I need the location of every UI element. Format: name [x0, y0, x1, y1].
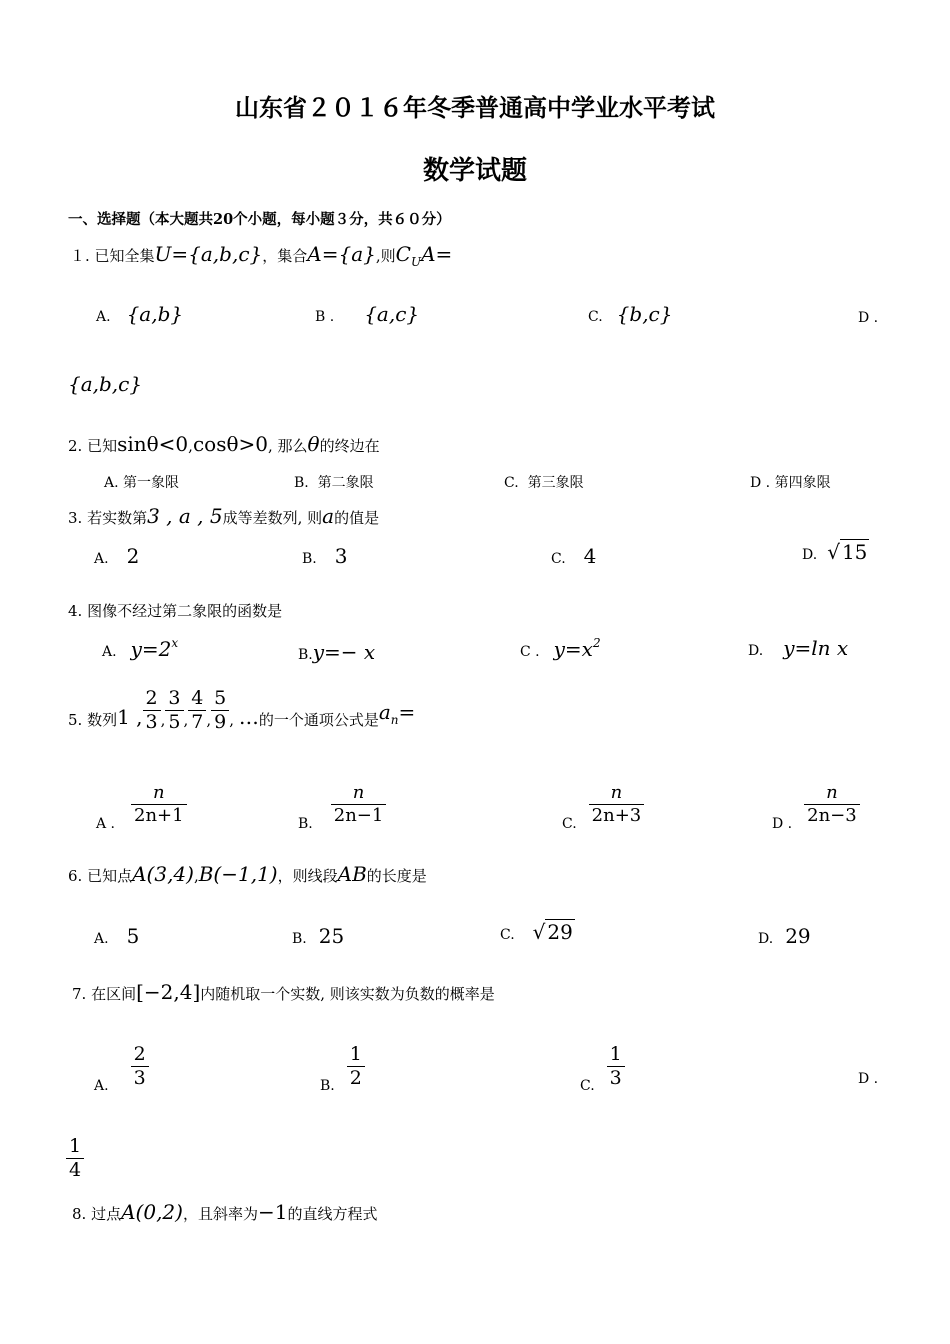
q5-option-b: B. $\frac{n}{2n-1}$ — [298, 776, 386, 832]
q4-option-c: C . $y=x^2$ — [520, 636, 601, 661]
q3-option-b: B. 3 — [302, 544, 348, 568]
q8-point: A(0,2) — [121, 1200, 183, 1224]
section-header: 一、选择题（本大题共20个小题，每小题３分，共６０分） — [68, 211, 451, 228]
q2-cond-sin: sinθ<0 — [117, 432, 189, 456]
q1-option-a: A. {a,b} — [96, 302, 184, 326]
q1-set-u: U={a,b,c} — [154, 242, 263, 266]
q6-option-d: D. 29 — [758, 924, 811, 948]
question-3: 3. 若实数第3 , a , 5成等差数列, 则a的值是 — [68, 504, 380, 528]
q2-option-a: A. 第一象限 — [104, 475, 180, 491]
q1-set-a: A={a} — [307, 242, 376, 266]
q7-interval: [−2,4] — [136, 980, 201, 1004]
q3-option-d: D. √ 15 — [802, 540, 868, 564]
q6-point-b: B(−1,1) — [198, 862, 278, 886]
q5-an: $a_n=$ — [378, 699, 416, 727]
q5-option-c: C. $\frac{n}{2n+3}$ — [562, 776, 644, 832]
q6-option-c: C. √ 29 — [500, 920, 573, 944]
question-1 — [70, 242, 452, 269]
q7-option-b: B. $\frac{1}{2}$ — [320, 1038, 365, 1094]
question-4: 4. 图像不经过第二象限的函数是 — [68, 602, 283, 620]
q1-mid: ，集合 — [262, 247, 308, 265]
q5-option-d: D . $\frac{n}{2n-3}$ — [772, 776, 860, 832]
q1-option-b: B . {a,c} — [315, 302, 420, 326]
q4-option-d: D. y=ln x — [748, 636, 849, 660]
q1-then: ,则 — [375, 247, 396, 265]
q1-complement: $C_UA=$ — [395, 242, 453, 269]
q7-option-d-letter: D . — [858, 1071, 879, 1087]
q3-option-c: C. 4 — [551, 544, 597, 568]
q8-slope: −1 — [257, 1200, 288, 1224]
question-2: 2. 已知sinθ<0,cosθ>0, 那么θ的终边在 — [68, 432, 380, 456]
q5-frac-1: $\frac{2}{3}$ — [143, 688, 161, 733]
q4-option-b: B.y=− x — [298, 640, 376, 664]
q7-option-c: C. $\frac{1}{3}$ — [580, 1038, 625, 1094]
q7-option-d: $\frac{1}{4}$ — [66, 1136, 84, 1181]
q1-option-c: C. {b,c} — [588, 302, 673, 326]
q3-option-a: A. 2 — [94, 544, 140, 568]
question-8: 8. 过点A(0,2)，且斜率为−1的直线方程式 — [72, 1200, 378, 1224]
q5-option-a: A . $\frac{n}{2n+1}$ — [96, 776, 187, 832]
q2-option-d: D . 第四象限 — [750, 475, 831, 491]
q2-option-c: C. 第三象限 — [504, 475, 584, 491]
exam-subtitle: 数学试题 — [422, 156, 527, 186]
q5-frac-2: $\frac{3}{5}$ — [165, 688, 183, 733]
exam-title: 山东省２０１６年冬季普通高中学业水平考试 — [235, 94, 715, 122]
q3-sequence: 3 , a , 5 — [147, 504, 223, 528]
q5-frac-4: $\frac{5}{9}$ — [211, 688, 229, 733]
question-6: 6. 已知点A(3,4),B(−1,1)，则线段AB的长度是 — [68, 862, 427, 886]
q6-option-b: B. 25 — [292, 924, 345, 948]
q5-frac-3: $\frac{4}{7}$ — [188, 688, 206, 733]
q6-option-a: A. 5 — [94, 924, 140, 948]
q1-option-d-letter: D . — [858, 310, 879, 326]
q6-point-a: A(3,4) — [132, 862, 194, 886]
q1-prefix: １. 已知全集 — [70, 247, 155, 265]
q1-option-d: {a,b,c} — [68, 372, 143, 396]
q4-option-a: A. $y=2^x$ — [102, 636, 179, 661]
q7-option-a: A. $\frac{2}{3}$ — [94, 1038, 149, 1094]
question-7: 7. 在区间[−2,4]内随机取一个实数, 则该实数为负数的概率是 — [72, 980, 495, 1004]
q2-option-b: B. 第二象限 — [294, 475, 374, 491]
q2-cond-cos: cosθ>0 — [192, 432, 268, 456]
question-5: 5. 数列 1 , $\frac{2}{3}$ , $\frac{3}{5}$ , $\frac{4}{7}$ , $\frac{5}{9}$ , … 的一个通项公式是 $a_n=$ — [68, 687, 416, 733]
